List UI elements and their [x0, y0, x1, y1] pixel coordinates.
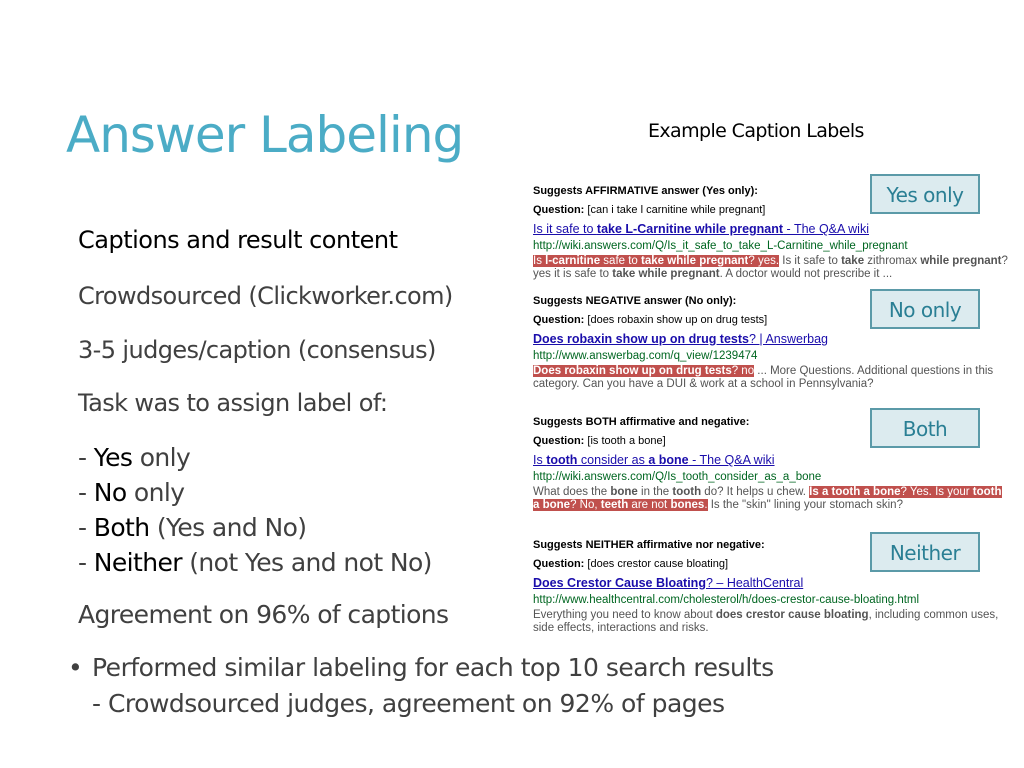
result-snippet	[533, 486, 1009, 512]
snippet-text-run: ? Yes. Is your	[900, 486, 973, 498]
link-text-run: ? | Answerbag	[749, 332, 828, 346]
link-text-run: take L-Carnitine while pregnant	[596, 222, 784, 236]
snippet-text-run: Is the "skin" lining your stomach skin?	[707, 499, 903, 511]
snippet-text-run: safe to	[600, 255, 642, 267]
label-options	[78, 440, 432, 580]
question-text: [does crestor cause bloating]	[584, 558, 729, 570]
snippet-text-run: tooth a bone	[533, 486, 1002, 511]
question-text: [is tooth a bone]	[584, 435, 666, 447]
bullet-line-2: - Crowdsourced judges, agreement on 92% of pages	[92, 689, 725, 718]
snippet-text-run: ? yes.	[748, 255, 780, 267]
snippet-text-run: , including common uses, side effects, interactions and risks.	[533, 609, 999, 634]
snippet-text-run: zithromax	[864, 255, 921, 267]
link-text-run: ? – HealthCentral	[705, 576, 804, 590]
snippet-text-run: What does the	[533, 486, 611, 498]
bullet-dot: •	[68, 653, 83, 682]
link-text-run: a bone	[648, 453, 689, 467]
snippet-text-run: teeth	[600, 499, 629, 511]
bullet-item	[68, 650, 774, 722]
result-title-link[interactable]	[533, 453, 1011, 468]
option-yes: - Yes only	[78, 443, 191, 472]
bullet-line-1: Performed similar labeling for each top 10 search results	[92, 653, 774, 682]
link-text-run: Is it safe to	[533, 222, 597, 236]
snippet-text-run: do? It helps u chew.	[701, 486, 810, 498]
snippet-text-run: ? No,	[570, 499, 601, 511]
snippet-text-run: take while pregnant	[641, 255, 749, 267]
result-title-link[interactable]	[533, 576, 1011, 591]
snippet-text-run: Is a tooth a bone	[809, 486, 901, 498]
example-header: Suggests NEGATIVE answer (No only):	[533, 295, 737, 307]
section-heading: Captions and result content	[78, 226, 398, 254]
question-label: Question:	[533, 558, 585, 570]
option-neither: - Neither (not Yes and not No)	[78, 548, 432, 577]
label-no-only: No only	[870, 289, 980, 329]
link-text-run: tooth	[546, 453, 578, 467]
snippet-text-run: in the	[637, 486, 673, 498]
snippet-text-run: l-carnitine	[545, 255, 601, 267]
question-label: Question:	[533, 435, 585, 447]
example-header: Suggests BOTH affirmative and negative:	[533, 416, 750, 428]
result-url: http://www.healthcentral.com/cholesterol/h/does-crestor-cause-bloating.html	[533, 594, 920, 606]
result-snippet	[533, 609, 1009, 635]
question-label: Question:	[533, 314, 585, 326]
snippet-text-run: while pregnant	[920, 255, 1002, 267]
snippet-text-run: tooth	[672, 486, 702, 498]
snippet-text-run: Everything you need to know about	[533, 609, 716, 621]
result-url: http://wiki.answers.com/Q/Is_it_safe_to_take_L-Carnitine_while_pregnant	[533, 240, 908, 252]
result-snippet	[533, 365, 1009, 391]
snippet-text-run: .	[704, 499, 708, 511]
label-neither: Neither	[870, 532, 980, 572]
snippet-text-run: bone	[610, 486, 638, 498]
result-url: http://wiki.answers.com/Q/Is_tooth_consider_as_a_bone	[533, 471, 822, 483]
result-url: http://www.answerbag.com/q_view/1239474	[533, 350, 758, 362]
label-yes-only: Yes only	[870, 174, 980, 214]
snippet-text-run: ? yes it is safe to	[533, 255, 1008, 280]
label-both: Both	[870, 408, 980, 448]
judges-line: 3-5 judges/caption (consensus)	[78, 336, 436, 364]
snippet-text-run: Is it safe to	[779, 255, 842, 267]
result-snippet	[533, 255, 1009, 281]
snippet-text-run: Is	[533, 255, 546, 267]
snippet-text-run: ? no	[731, 365, 755, 377]
link-text-run: consider as	[577, 453, 649, 467]
snippet-text-run: . A doctor would not prescribe it ...	[719, 268, 893, 280]
slide-title: Answer Labeling	[66, 106, 464, 164]
question-label: Question:	[533, 204, 585, 216]
option-no: - No only	[78, 478, 185, 507]
task-line: Task was to assign label of:	[78, 389, 388, 417]
crowdsourced-line: Crowdsourced (Clickworker.com)	[78, 282, 453, 310]
agreement-line: Agreement on 96% of captions	[78, 600, 449, 629]
example-header: Suggests NEITHER affirmative nor negative:	[533, 539, 765, 551]
example-title: Example Caption Labels	[648, 120, 864, 142]
snippet-text-run: are not	[628, 499, 671, 511]
snippet-text-run: does crestor cause bloating	[715, 609, 869, 621]
option-both: - Both (Yes and No)	[78, 513, 307, 542]
question-text: [can i take l carnitine while pregnant]	[584, 204, 766, 216]
snippet-text-run: ... More Questions. Additional questions in this category. Can you have a DUI & work at a school in Pennsylvania?	[533, 365, 994, 390]
result-title-link[interactable]	[533, 332, 1011, 347]
snippet-text-run: Does robaxin show up on drug tests	[533, 365, 732, 377]
snippet-text-run: take while pregnant	[612, 268, 720, 280]
link-text-run: - The Q&A wiki	[688, 453, 775, 467]
snippet-text-run: bones	[670, 499, 705, 511]
link-text-run: - The Q&A wiki	[783, 222, 869, 236]
link-text-run: Is	[533, 453, 547, 467]
example-header: Suggests AFFIRMATIVE answer (Yes only):	[533, 185, 758, 197]
result-title-link[interactable]	[533, 222, 1011, 237]
question-text: [does robaxin show up on drug tests]	[584, 314, 768, 326]
snippet-text-run: take	[841, 255, 865, 267]
link-text-run: Does Crestor Cause Bloating	[533, 576, 706, 590]
link-text-run: Does robaxin show up on drug tests	[533, 332, 749, 346]
